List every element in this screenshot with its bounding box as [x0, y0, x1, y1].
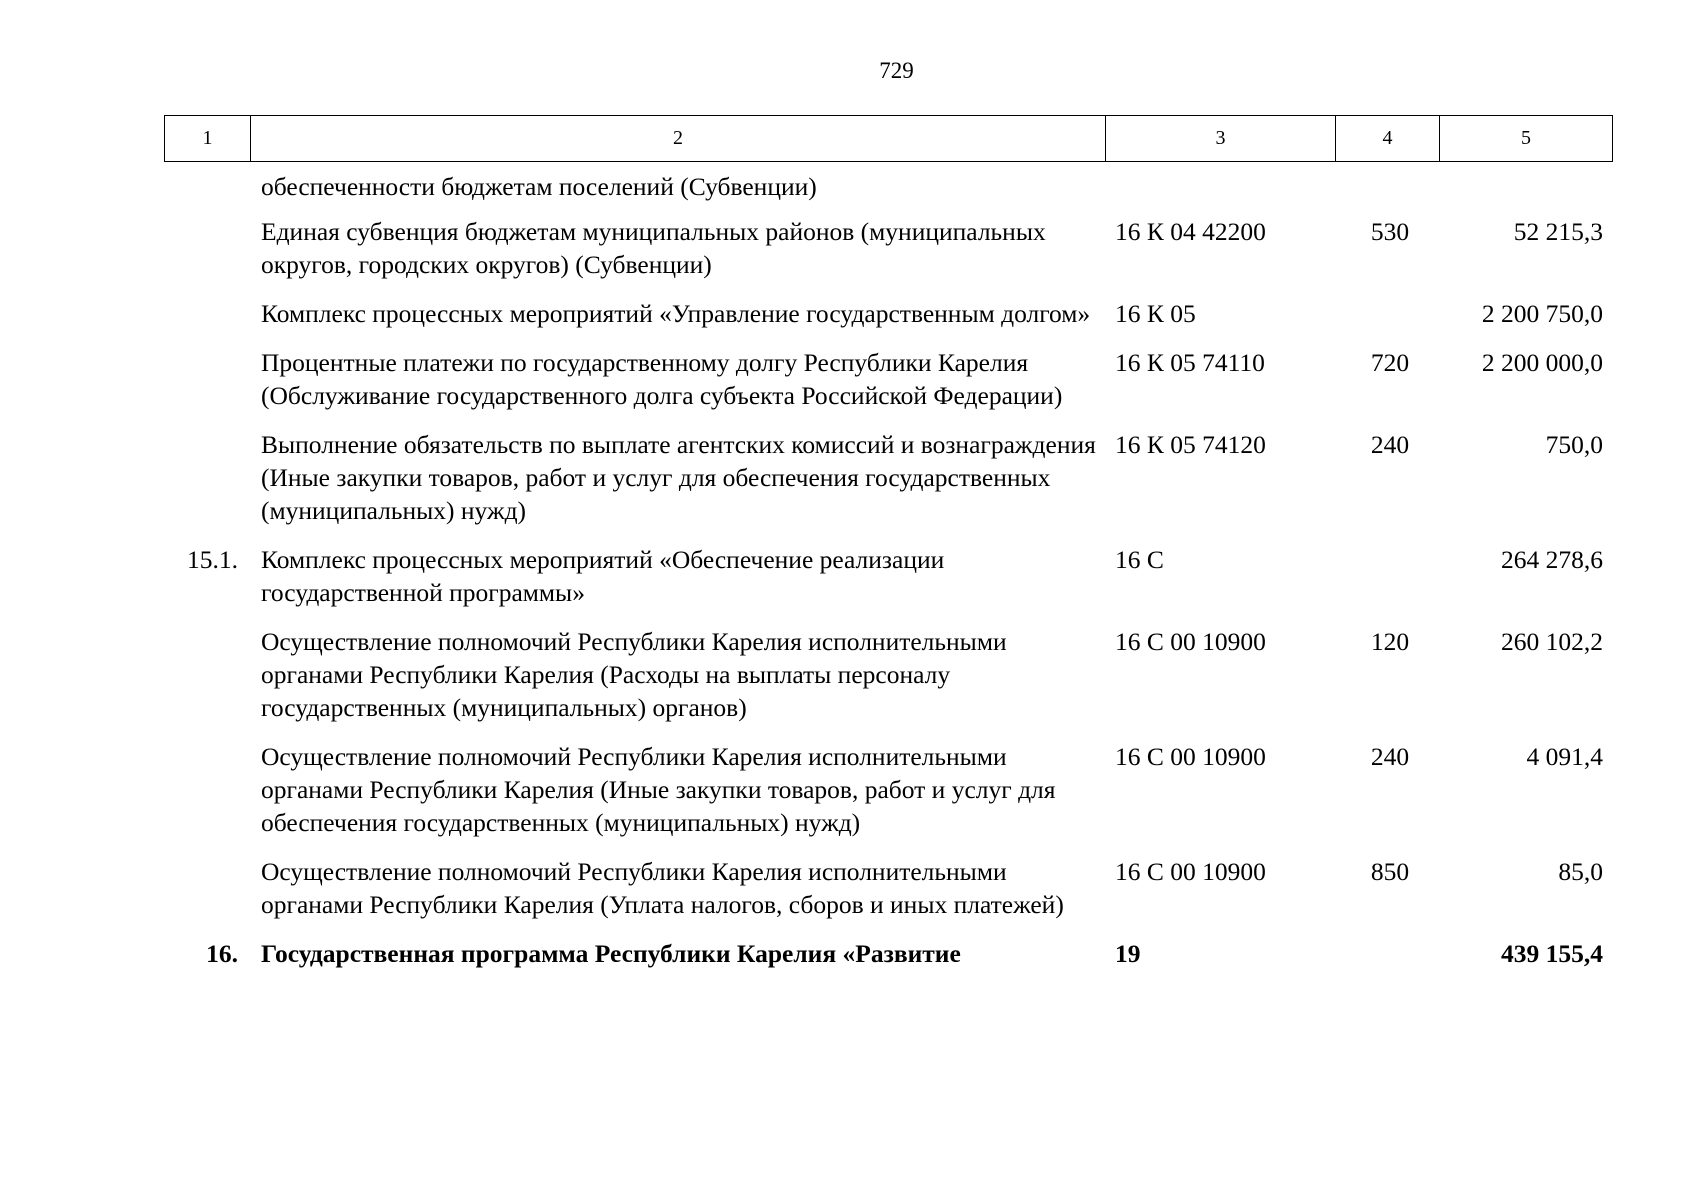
row-number [164, 740, 250, 839]
row-amount: 439 155,4 [1501, 939, 1603, 968]
row-expense-type: 240 [1370, 430, 1410, 459]
column-header-3: 3 [1106, 116, 1336, 162]
row-number [164, 215, 250, 281]
row-expense-type: 120 [1370, 627, 1410, 656]
row-expense-type [1335, 543, 1439, 609]
row-code: 19 [1115, 939, 1141, 968]
row-amount [1439, 170, 1612, 203]
row-name: Комплекс процессных мероприятий «Обеспечение реализации государственной программы» [261, 545, 945, 607]
table-row [164, 625, 1612, 724]
table-row [164, 428, 1612, 527]
column-header-5: 5 [1440, 116, 1613, 162]
row-name: Осуществление полномочий Республики Карелия исполнительными органами Республики Карелия (Расходы на выплаты персоналу государственных (муниципальных) органов) [261, 627, 1007, 722]
row-number [164, 346, 250, 412]
row-name: Государственная программа Республики Карелия «Развитие [261, 939, 961, 968]
table-row [164, 543, 1612, 609]
row-code: 16 К 05 74120 [1115, 430, 1266, 459]
row-expense-type [1335, 297, 1439, 330]
row-amount: 52 215,3 [1513, 217, 1603, 246]
row-number: 16. [206, 939, 238, 968]
row-number [164, 855, 250, 921]
row-code: 16 С 00 10900 [1115, 627, 1266, 656]
table-row [164, 855, 1612, 921]
row-expense-type: 850 [1370, 857, 1410, 886]
column-header-1: 1 [165, 116, 251, 162]
row-number: 15.1. [187, 545, 238, 574]
row-name: Выполнение обязательств по выплате агентских комиссий и вознаграждения (Иные закупки товаров, работ и услуг для обеспечения государственных (муниципальных) нужд) [261, 430, 1096, 525]
row-number [164, 170, 250, 203]
table-row [164, 740, 1612, 839]
row-name: Осуществление полномочий Республики Карелия исполнительными органами Республики Карелия (Уплата налогов, сборов и иных платежей) [261, 857, 1064, 919]
row-code [1105, 170, 1335, 203]
row-amount: 750,0 [1545, 430, 1603, 459]
row-name: Осуществление полномочий Республики Карелия исполнительными органами Республики Карелия (Иные закупки товаров, работ и услуг для обеспечения государственных (муниципальных) нужд) [261, 742, 1056, 837]
table-row [164, 297, 1612, 330]
row-amount: 2 200 000,0 [1481, 348, 1603, 377]
table-row [164, 937, 1612, 970]
budget-table-body [164, 170, 1612, 986]
row-expense-type [1335, 170, 1439, 203]
row-name: Комплекс процессных мероприятий «Управление государственным долгом» [261, 299, 1091, 328]
column-header-4: 4 [1336, 116, 1440, 162]
row-code: 16 К 04 42200 [1115, 217, 1266, 246]
column-header-table [164, 115, 1613, 162]
row-name: обеспеченности бюджетам поселений (Субвенции) [261, 172, 817, 201]
row-code: 16 К 05 [1115, 299, 1196, 328]
column-header-row [165, 116, 1613, 162]
row-amount: 264 278,6 [1501, 545, 1603, 574]
page-number: 729 [879, 58, 914, 83]
column-header-2: 2 [251, 116, 1106, 162]
row-number [164, 625, 250, 724]
row-expense-type [1335, 937, 1439, 970]
row-amount: 2 200 750,0 [1481, 299, 1603, 328]
row-code: 16 С 00 10900 [1115, 742, 1266, 771]
row-name: Процентные платежи по государственному долгу Республики Карелия (Обслуживание государственного долга субъекта Российской Федерации) [261, 348, 1063, 410]
row-expense-type: 530 [1370, 217, 1410, 246]
row-amount: 85,0 [1558, 857, 1603, 886]
table-row [164, 215, 1612, 281]
row-amount: 4 091,4 [1526, 742, 1603, 771]
row-code: 16 С 00 10900 [1115, 857, 1266, 886]
row-code: 16 С [1115, 545, 1164, 574]
row-name: Единая субвенция бюджетам муниципальных районов (муниципальных округов, городских округов) (Субвенции) [261, 217, 1046, 279]
row-code: 16 К 05 74110 [1115, 348, 1265, 377]
table-row [164, 170, 1612, 203]
row-expense-type: 720 [1370, 348, 1410, 377]
table-row [164, 346, 1612, 412]
row-expense-type: 240 [1370, 742, 1410, 771]
row-number [164, 297, 250, 330]
row-number [164, 428, 250, 527]
row-amount: 260 102,2 [1501, 627, 1603, 656]
